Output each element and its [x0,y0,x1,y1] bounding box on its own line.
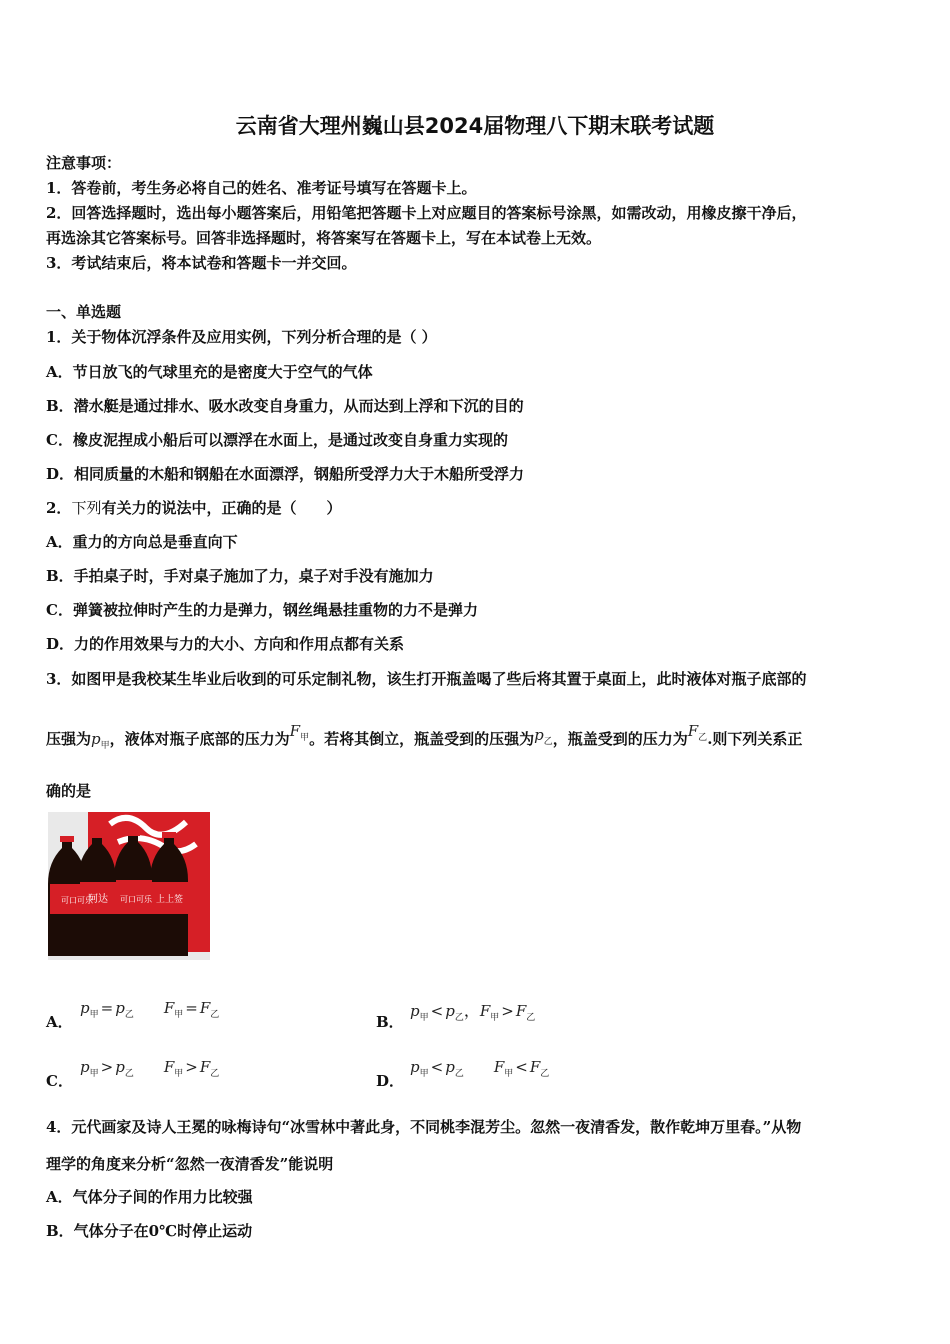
bottle-label-text: 可口可乐 [120,895,152,904]
stem-text: 。若将其倒立，瓶盖受到的压强为 [309,730,535,748]
section-heading: 一、单选题 [46,303,122,321]
question-1-option-a: A．节日放飞的气球里充的是密度大于空气的气体 [46,363,373,381]
force-jia: $F_甲$ [289,722,310,743]
question-4-option-b: B．气体分子在0℃时停止运动 [46,1222,253,1240]
question-2-number: 2． [46,499,72,517]
question-3-option-d-letter: D． [376,1072,405,1090]
notice-item: 1．答卷前，考生务必将自己的姓名、准考证号填写在答题卡上。 [46,179,477,197]
force-yi: $F_乙$ [687,722,708,743]
stem-text: ，液体对瓶子底部的压力为 [109,730,290,748]
question-2-option-d: D．力的作用效果与力的大小、方向和作用点都有关系 [46,635,405,653]
bottle-label-text: 阿达 [88,894,108,905]
question-3-option-a: $p_甲 = p_乙$ $F_甲 = F_乙$ [80,999,220,1020]
question-3-option-b-letter: B． [376,1013,404,1031]
notice-item: 2．回答选择题时，选出每小题答案后，用铅笔把答题卡上对应题目的答案标号涂黑，如需改动，用橡皮擦干净后， [46,204,807,222]
question-1-option-b: B．潜水艇是通过排水、吸水改变自身重力，从而达到上浮和下沉的目的 [46,397,524,415]
question-4-stem-line2: 理学的角度来分析“忽然一夜清香发”能说明 [46,1155,334,1173]
question-2-stem [46,497,341,518]
question-2-option-b: B．手拍桌子时，手对桌子施加了力，桌子对手没有施加力 [46,567,434,585]
pressure-yi: $p_乙$ [534,726,553,747]
question-3-option-a-letter: A． [46,1013,73,1031]
question-3-option-c: $p_甲 > p_乙$ $F_甲 > F_乙$ [80,1058,220,1079]
question-1-option-d: D．相同质量的木船和钢船在水面漂浮，钢船所受浮力大于木船所受浮力 [46,465,525,483]
question-3-option-b: $p_甲 < p_乙$，$F_甲 > F_乙$ [410,1001,536,1023]
question-3-stem-line2 [46,722,803,751]
question-2-option-c: C．弹簧被拉伸时产生的力是弹力，钢丝绳悬挂重物的力不是弹力 [46,601,478,619]
question-1-option-c: C．橡皮泥捏成小船后可以漂浮在水面上，是通过改变自身重力实现的 [46,431,508,449]
notice-item: 再选涂其它答案标号。回答非选择题时，将答案写在答题卡上，写在本试卷上无效。 [46,229,602,247]
question-2-option-a: A．重力的方向总是垂直向下 [46,533,238,551]
exam-title: 云南省大理州巍山县2024届物理八下期末联考试题 [235,114,715,138]
stem-text: 压强为 [46,730,92,748]
notice-heading: 注意事项： [46,154,122,172]
question-3-stem-line1: 3．如图甲是我校某生毕业后收到的可乐定制礼物，该生打开瓶盖喝了些后将其置于桌面上，此时液体对瓶子底部的 [46,670,807,688]
question-3-option-c-letter: C． [46,1072,73,1090]
question-1-stem: 1．关于物体沉浮条件及应用实例，下列分析合理的是（ ） [46,328,437,346]
pressure-jia: $p_甲$ [91,730,110,751]
question-4-option-a: A．气体分子间的作用力比较强 [46,1188,253,1206]
notice-item: 3．考试结束后，将本试卷和答题卡一并交回。 [46,254,357,272]
question-4-stem-line1: 4．元代画家及诗人王冕的咏梅诗句“冰雪林中著此身，不同桃李混芳尘。忽然一夜清香发，散作乾坤万里春。”从物 [46,1118,802,1136]
bottle-label-text: 上上签 [156,895,184,905]
stem-text: ，瓶盖受到的压力为 [552,730,688,748]
question-2-lead: 下列 [71,499,102,517]
cola-bottles-photo [48,812,210,960]
question-2-text: 有关力的说法中，正确的是（ ） [101,499,342,517]
question-3-stem-line3: 确的是 [46,782,92,800]
stem-text: .则下列关系正 [707,730,803,748]
bottle-label-text: 可口可乐 [61,896,93,905]
question-3-option-d: $p_甲 < p_乙$ $F_甲 < F_乙$ [410,1058,550,1079]
